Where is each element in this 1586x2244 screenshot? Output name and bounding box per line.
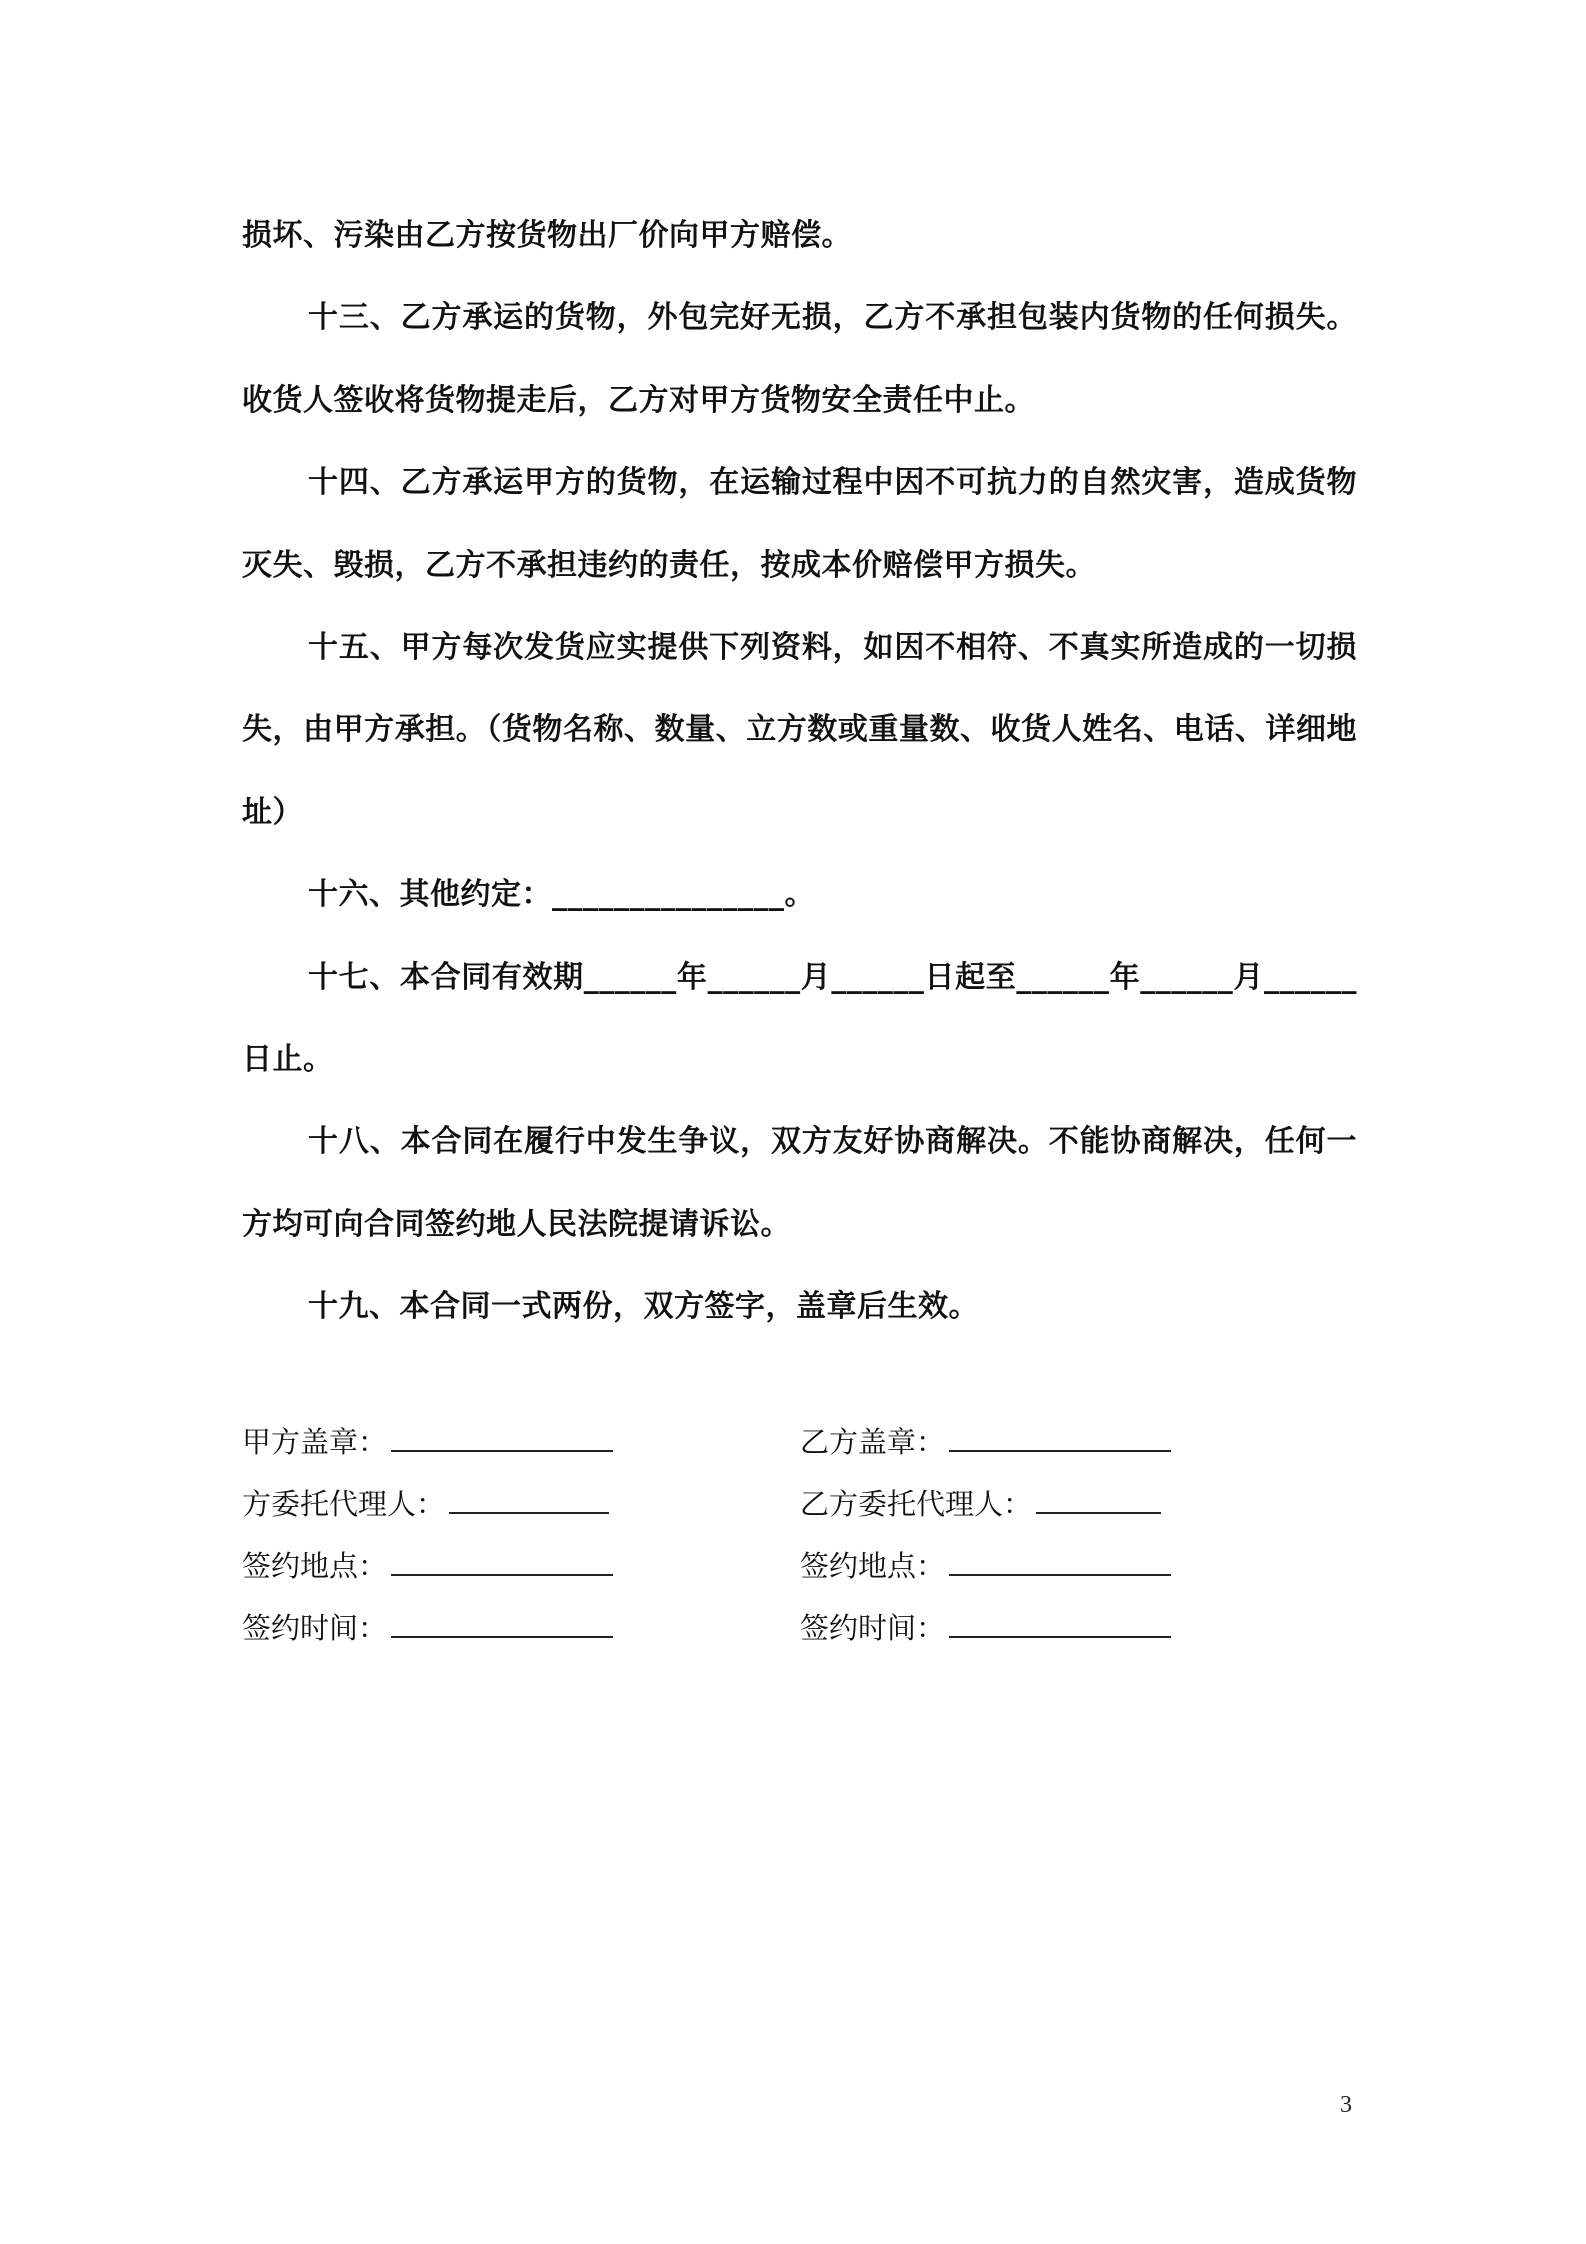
party-a-date [242,1598,613,1660]
clause-14: 十四、乙方承运甲方的货物，在运输过程中因不可抗力的自然灾害，造成货物灭失、毁损，乙方不承担违约的责任，按成本价赔偿甲方损失。 [242,465,1357,583]
page-number: 3 [1340,2092,1352,2118]
party-b-seal-label: 乙方盖章： [800,1427,946,1459]
party-a-seal-label: 甲方盖章： [242,1427,388,1459]
clause-17: 十七、本合同有效期______年______月______日起至______年______月______日止。 [242,959,1357,1078]
party-a-date-label: 签约时间： [242,1613,388,1645]
party-a-place-label: 签约地点： [242,1551,388,1583]
party-a-agent-label: 方委托代理人： [242,1489,446,1521]
party-a-agent [242,1474,609,1536]
party-a-seal [242,1412,613,1474]
party-b-place-blank [949,1544,1171,1576]
clause-15: 十五、甲方每次发货应实提供下列资料，如因不相符、不真实所造成的一切损失，由甲方承担。（货物名称、数量、立方数或重量数、收货人姓名、电话、详细地址） [242,630,1357,830]
party-b-date-blank [949,1606,1171,1638]
party-b-agent-label: 乙方委托代理人： [800,1489,1033,1521]
signature-row [242,1474,1357,1536]
party-b-date [800,1598,1171,1660]
party-a-place-blank [391,1544,613,1576]
signature-row [242,1536,1357,1598]
signature-block [242,1412,1357,1660]
clause-continuation: 损坏、污染由乙方按货物出厂价向甲方赔偿。 [242,218,852,253]
party-b-seal-blank [949,1420,1171,1452]
party-b-seal [800,1412,1171,1474]
contract-body [242,195,1357,1349]
clause-16: 十六、其他约定：_______________。 [308,877,815,913]
clause-19: 十九、本合同一式两份，双方签字，盖章后生效。 [308,1289,979,1325]
signature-row [242,1598,1357,1660]
signature-row [242,1412,1357,1474]
party-b-place-label: 签约地点： [800,1551,946,1583]
clause-13: 十三、乙方承运的货物，外包完好无损，乙方不承担包装内货物的任何损失。收货人签收将货物提走后，乙方对甲方货物安全责任中止。 [242,300,1357,418]
clause-18: 十八、本合同在履行中发生争议，双方友好协商解决。不能协商解决，任何一方均可向合同签约地人民法院提请诉讼。 [242,1124,1357,1242]
party-b-date-label: 签约时间： [800,1613,946,1645]
party-b-place [800,1536,1171,1598]
party-a-place [242,1536,613,1598]
party-b-agent [800,1474,1161,1536]
party-a-agent-blank [449,1482,609,1514]
party-b-agent-blank [1036,1482,1161,1514]
party-a-seal-blank [391,1420,613,1452]
party-a-date-blank [391,1606,613,1638]
